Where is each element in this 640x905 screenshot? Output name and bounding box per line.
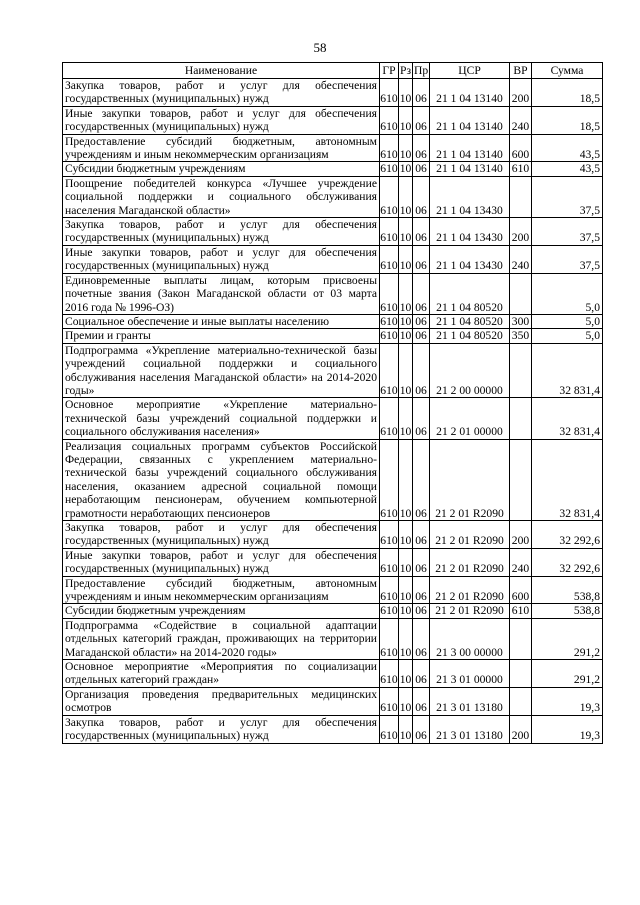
cell-sum: 291,2	[532, 660, 603, 688]
cell-name: Субсидии бюджетным учреждениям	[63, 162, 380, 176]
cell-vr	[510, 343, 532, 398]
cell-vr: 200	[510, 79, 532, 107]
cell-rz: 10	[399, 343, 413, 398]
cell-gr: 610	[380, 687, 399, 715]
cell-csr: 21 2 01 R2090	[430, 576, 510, 604]
table-row	[63, 548, 603, 576]
cell-pr: 06	[413, 687, 430, 715]
table-row	[63, 162, 603, 176]
cell-pr: 06	[413, 439, 430, 520]
cell-pr: 06	[413, 106, 430, 134]
cell-csr: 21 1 04 13430	[430, 218, 510, 246]
cell-csr: 21 1 04 13140	[430, 106, 510, 134]
cell-rz: 10	[399, 314, 412, 328]
table-row	[63, 687, 603, 715]
cell-pr: 06	[413, 314, 430, 328]
cell-sum: 5,0	[532, 329, 603, 343]
cell-gr: 610	[380, 273, 399, 314]
cell-csr: 21 2 01 R2090	[430, 439, 510, 520]
cell-name: Закупка товаров, работ и услуг для обеспечения государственных (муниципальных) нужд	[63, 715, 380, 743]
table-body	[63, 79, 603, 744]
cell-rz: 10	[399, 218, 413, 246]
cell-sum: 32 292,6	[532, 521, 603, 549]
cell-vr: 600	[510, 134, 532, 162]
cell-rz: 10	[399, 618, 413, 659]
cell-rz: 10	[399, 273, 413, 314]
cell-rz: 10	[399, 162, 412, 176]
cell-sum: 32 831,4	[532, 439, 603, 520]
cell-sum: 18,5	[532, 106, 603, 134]
cell-name: Иные закупки товаров, работ и услуг для обеспечения государственных (муниципальных) нужд	[63, 548, 380, 576]
cell-csr: 21 3 01 13180	[430, 715, 510, 743]
cell-gr: 610	[380, 660, 399, 688]
cell-gr: 610	[380, 576, 399, 604]
cell-gr: 610	[380, 343, 399, 398]
cell-gr: 610	[380, 604, 398, 618]
table-row	[63, 218, 603, 246]
cell-pr: 06	[413, 618, 430, 659]
cell-gr: 610	[380, 618, 399, 659]
cell-pr: 06	[413, 343, 430, 398]
cell-gr: 610	[380, 134, 399, 162]
table-row	[63, 273, 603, 314]
table-row	[63, 439, 603, 520]
cell-sum: 18,5	[532, 79, 603, 107]
cell-csr: 21 1 04 13140	[430, 162, 510, 176]
table-row	[63, 576, 603, 604]
cell-pr: 06	[413, 576, 430, 604]
cell-vr	[510, 660, 532, 688]
cell-rz: 10	[399, 176, 413, 217]
cell-csr: 21 3 00 00000	[430, 618, 510, 659]
cell-rz: 10	[399, 687, 413, 715]
cell-pr: 06	[413, 548, 430, 576]
budget-table	[62, 62, 603, 744]
cell-name: Премии и гранты	[63, 329, 380, 343]
table-row	[63, 245, 603, 273]
cell-csr: 21 1 04 13430	[430, 245, 510, 273]
cell-pr: 06	[413, 79, 430, 107]
header-sum: Сумма	[532, 63, 603, 79]
cell-sum: 37,5	[532, 218, 603, 246]
cell-vr	[510, 439, 532, 520]
cell-name: Поощрение победителей конкурса «Лучшее учреждение социальной поддержки и социального обслуживания населения Магаданской области»	[63, 176, 380, 217]
cell-pr: 06	[413, 398, 430, 439]
cell-name: Подпрограмма «Укрепление материально-технической базы учреждений социальной поддержки и социального обслуживания населения Магаданской области» на 2014-2020 годы»	[63, 343, 380, 398]
table-row	[63, 521, 603, 549]
cell-pr: 06	[413, 218, 430, 246]
cell-pr: 06	[413, 521, 430, 549]
cell-vr: 610	[510, 604, 532, 618]
cell-csr: 21 3 01 13180	[430, 687, 510, 715]
header-csr: ЦСР	[430, 63, 510, 79]
cell-pr: 06	[413, 176, 430, 217]
cell-vr: 600	[510, 576, 532, 604]
table-row	[63, 79, 603, 107]
cell-gr: 610	[380, 521, 399, 549]
cell-vr	[510, 273, 532, 314]
cell-vr	[510, 618, 532, 659]
cell-sum: 43,5	[532, 162, 603, 176]
cell-name: Закупка товаров, работ и услуг для обеспечения государственных (муниципальных) нужд	[63, 218, 380, 246]
cell-csr: 21 2 00 00000	[430, 343, 510, 398]
cell-csr: 21 1 04 13140	[430, 79, 510, 107]
cell-name: Социальное обеспечение и иные выплаты населению	[63, 314, 380, 328]
cell-vr: 240	[510, 548, 532, 576]
cell-name: Единовременные выплаты лицам, которым присвоены почетные звания (Закон Магаданской области от 03 марта 2016 года № 1996-ОЗ)	[63, 273, 380, 314]
header-gr: ГР	[380, 63, 399, 79]
cell-gr: 610	[380, 548, 399, 576]
cell-rz: 10	[399, 521, 413, 549]
cell-gr: 610	[380, 162, 398, 176]
cell-rz: 10	[399, 398, 413, 439]
cell-csr: 21 2 01 R2090	[430, 521, 510, 549]
cell-csr: 21 2 01 R2090	[430, 604, 510, 618]
cell-rz: 10	[399, 548, 413, 576]
cell-name: Закупка товаров, работ и услуг для обеспечения государственных (муниципальных) нужд	[63, 521, 380, 549]
cell-rz: 10	[399, 79, 413, 107]
cell-vr: 200	[510, 218, 532, 246]
table-row	[63, 715, 603, 743]
cell-csr: 21 1 04 13140	[430, 134, 510, 162]
cell-pr: 06	[413, 715, 430, 743]
cell-name: Субсидии бюджетным учреждениям	[63, 604, 380, 618]
cell-rz: 10	[399, 715, 413, 743]
cell-rz: 10	[399, 106, 413, 134]
cell-gr: 610	[380, 176, 399, 217]
cell-csr: 21 3 01 00000	[430, 660, 510, 688]
cell-gr: 610	[380, 439, 399, 520]
table-row	[63, 604, 603, 618]
cell-sum: 291,2	[532, 618, 603, 659]
table-row	[63, 329, 603, 343]
cell-vr	[510, 176, 532, 217]
cell-rz: 10	[399, 329, 412, 343]
cell-name: Иные закупки товаров, работ и услуг для обеспечения государственных (муниципальных) нужд	[63, 106, 380, 134]
cell-name: Закупка товаров, работ и услуг для обеспечения государственных (муниципальных) нужд	[63, 79, 380, 107]
table-row	[63, 398, 603, 439]
cell-vr: 350	[510, 329, 532, 343]
cell-rz: 10	[399, 660, 413, 688]
cell-rz: 10	[399, 134, 413, 162]
cell-sum: 32 831,4	[532, 343, 603, 398]
cell-sum: 37,5	[532, 245, 603, 273]
table-row	[63, 176, 603, 217]
cell-sum: 5,0	[532, 314, 603, 328]
header-pr: Пр	[414, 63, 429, 77]
cell-sum: 37,5	[532, 176, 603, 217]
table-row	[63, 660, 603, 688]
cell-sum: 32 831,4	[532, 398, 603, 439]
cell-name: Основное мероприятие «Укрепление материально-технической базы учреждений социальной поддержки и социального обслуживания населения»	[63, 398, 380, 439]
cell-name: Реализация социальных программ субъектов Российской Федерации, связанных с укреплением материально-технической базы учреждений социального обслуживания населения, оказанием адресной социальной помощи неработающим пенсионерам, обучением компьютерной грамотности неработающих пенсионеров	[63, 439, 380, 520]
cell-sum: 538,8	[532, 576, 603, 604]
cell-rz: 10	[399, 245, 413, 273]
cell-sum: 19,3	[532, 715, 603, 743]
cell-vr: 200	[510, 521, 532, 549]
table-row	[63, 314, 603, 328]
cell-sum: 5,0	[532, 273, 603, 314]
cell-gr: 610	[380, 398, 399, 439]
cell-gr: 610	[380, 218, 399, 246]
cell-vr	[510, 687, 532, 715]
table-row	[63, 618, 603, 659]
table-row	[63, 343, 603, 398]
cell-csr: 21 2 01 R2090	[430, 548, 510, 576]
cell-gr: 610	[380, 106, 399, 134]
cell-pr: 06	[413, 162, 430, 176]
table-row	[63, 134, 603, 162]
cell-pr: 06	[413, 329, 430, 343]
cell-csr: 21 1 04 80520	[430, 273, 510, 314]
cell-name: Основное мероприятие «Мероприятия по социализации отдельных категорий граждан»	[63, 660, 380, 688]
cell-pr: 06	[413, 134, 430, 162]
cell-csr: 21 1 04 80520	[430, 314, 510, 328]
cell-pr: 06	[413, 604, 430, 618]
header-vr: ВР	[510, 63, 532, 79]
header-name: Наименование	[63, 63, 380, 79]
cell-sum: 19,3	[532, 687, 603, 715]
cell-gr: 610	[380, 329, 398, 343]
cell-vr: 610	[510, 162, 532, 176]
cell-csr: 21 1 04 13430	[430, 176, 510, 217]
cell-rz: 10	[399, 439, 413, 520]
cell-rz: 10	[399, 604, 412, 618]
cell-gr: 610	[380, 715, 399, 743]
cell-sum: 32 292,6	[532, 548, 603, 576]
cell-pr: 06	[413, 660, 430, 688]
cell-vr	[510, 398, 532, 439]
cell-vr: 300	[510, 314, 532, 328]
cell-vr: 240	[510, 106, 532, 134]
cell-csr: 21 1 04 80520	[430, 329, 510, 343]
cell-vr: 200	[510, 715, 532, 743]
cell-gr: 610	[380, 245, 399, 273]
cell-name: Организация проведения предварительных медицинских осмотров	[63, 687, 380, 715]
cell-csr: 21 2 01 00000	[430, 398, 510, 439]
table-row	[63, 106, 603, 134]
page-number: 58	[313, 40, 327, 55]
cell-gr: 610	[380, 314, 398, 328]
cell-gr: 610	[380, 79, 399, 107]
cell-name: Подпрограмма «Содействие в социальной адаптации отдельных категорий граждан, проживающих на территории Магаданской области» на 2014-2020 годы»	[63, 618, 380, 659]
cell-name: Предоставление субсидий бюджетным, автономным учреждениям и иным некоммерческим организациям	[63, 134, 380, 162]
cell-sum: 538,8	[532, 604, 603, 618]
cell-sum: 43,5	[532, 134, 603, 162]
cell-pr: 06	[413, 273, 430, 314]
cell-name: Предоставление субсидий бюджетным, автономным учреждениям и иным некоммерческим организациям	[63, 576, 380, 604]
cell-vr: 240	[510, 245, 532, 273]
header-rz: Рз	[400, 63, 412, 77]
cell-rz: 10	[399, 576, 413, 604]
cell-pr: 06	[413, 245, 430, 273]
table-header-row	[63, 63, 603, 79]
cell-name: Иные закупки товаров, работ и услуг для обеспечения государственных (муниципальных) нужд	[63, 245, 380, 273]
